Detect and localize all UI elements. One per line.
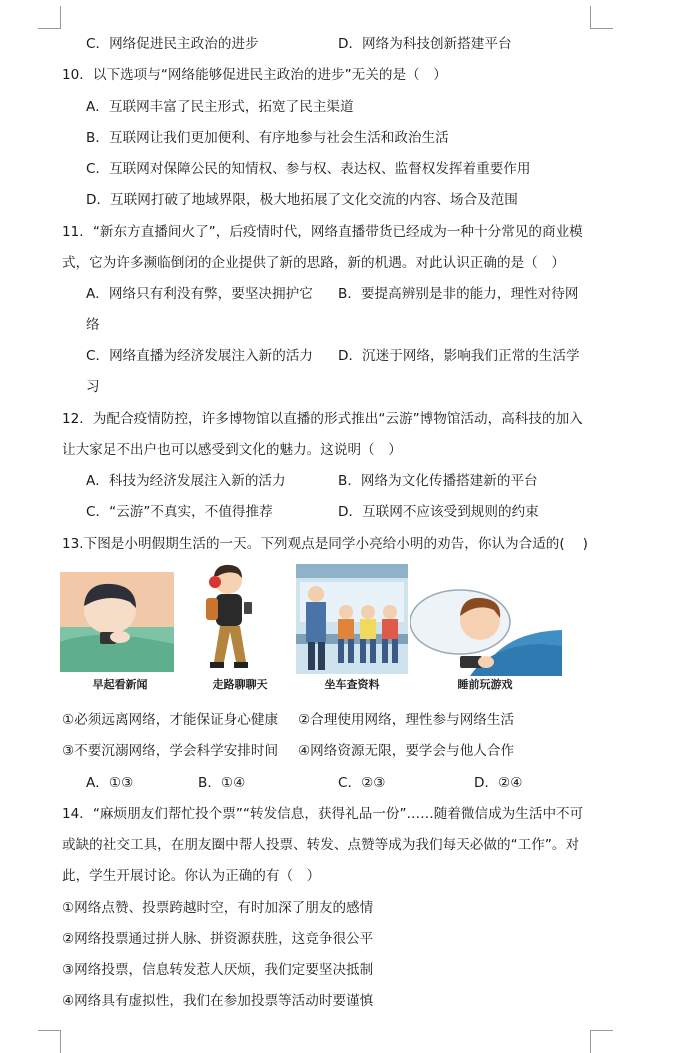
illustration-subway-research <box>296 564 408 674</box>
statement-3: ③不要沉溺网络，学会科学安排时间 <box>62 743 279 759</box>
q13-answer-b: B．①④ <box>198 775 246 791</box>
statement-1: ①必须远离网络，才能保证身心健康 <box>62 712 279 728</box>
caption-subway-research: 坐车查资料 <box>324 678 380 691</box>
question-10: 10．以下选项与“网络能够促进民主政治的进步”无关的是（ ） <box>62 67 447 83</box>
q10-option-b: B．互联网让我们更加便利、有序地参与社会生活和政治生活 <box>86 130 449 146</box>
caption-walking-chat: 走路聊聊天 <box>212 678 268 691</box>
q13-answer-a: A．①③ <box>86 775 134 791</box>
illustration-walking-chat <box>198 562 268 674</box>
q11-option-d-wrap: 习 <box>86 379 100 395</box>
q14-point-2: ②网络投票通过拼人脉、拼资源获胜，这竞争很公平 <box>62 931 374 947</box>
q11-option-c: C．网络直播为经济发展注入新的活力 <box>86 348 313 364</box>
q11-option-d: D．沉迷于网络，影响我们正常的生活学 <box>338 348 580 364</box>
q11-option-b-wrap: 络 <box>86 317 100 333</box>
question-14-line3: 此，学生开展讨论。你认为正确的有（ ） <box>62 868 321 884</box>
question-12-line1: 12．为配合疫情防控，许多博物馆以直播的形式推出“云游”博物馆活动，高科技的加入 <box>62 411 583 427</box>
question-11-line1: 11．“新东方直播间火了”，后疫情时代，网络直播带货已经成为一种十分常见的商业模 <box>62 224 583 240</box>
q9-option-c: C．网络促进民主政治的进步 <box>86 36 259 52</box>
statement-4: ④网络资源无限，要学会与他人合作 <box>298 743 515 759</box>
caption-bedtime-gaming: 睡前玩游戏 <box>457 678 513 691</box>
crop-mark-top-right <box>590 6 613 29</box>
caption-morning-news: 早起看新闻 <box>92 678 148 691</box>
q12-option-a: A．科技为经济发展注入新的活力 <box>86 473 286 489</box>
question-14-line2: 或缺的社交工具，在朋友圈中帮人投票、转发、点赞等成为我们每天必做的“工作”。对 <box>62 837 580 853</box>
illustration-bedtime-gaming <box>410 572 562 676</box>
question-13: 13.下图是小明假期生活的一天。下列观点是同学小亮给小明的劝告，你认为合适的( ) <box>62 536 588 552</box>
q14-point-3: ③网络投票，信息转发惹人厌烦，我们定要坚决抵制 <box>62 962 374 978</box>
q12-option-b: B．网络为文化传播搭建新的平台 <box>338 473 538 489</box>
q12-option-c: C．“云游”不真实，不值得推荐 <box>86 504 273 520</box>
q11-option-b: B．要提高辨别是非的能力，理性对待网 <box>338 286 579 302</box>
q13-answer-d: D．②④ <box>474 775 523 791</box>
q14-point-1: ①网络点赞、投票跨越时空，有时加深了朋友的感情 <box>62 900 374 916</box>
question-14-line1: 14．“麻烦朋友们帮忙投个票”“转发信息，获得礼品一份”……随着微信成为生活中不可 <box>62 806 584 822</box>
q14-point-4: ④网络具有虚拟性，我们在参加投票等活动时要谨慎 <box>62 993 374 1009</box>
question-12-line2: 让大家足不出户也可以感受到文化的魅力。这说明（ ） <box>62 442 402 458</box>
statement-2: ②合理使用网络，理性参与网络生活 <box>298 712 515 728</box>
q9-option-d: D．网络为科技创新搭建平台 <box>338 36 512 52</box>
crop-mark-bottom-right <box>590 1030 613 1053</box>
q11-option-a: A．网络只有利没有弊，要坚决拥护它 <box>86 286 313 302</box>
question-11-line2: 式，它为许多濒临倒闭的企业提供了新的思路，新的机遇。对此认识正确的是（ ） <box>62 255 565 271</box>
illustration-morning-news <box>60 572 174 672</box>
crop-mark-top-left <box>38 6 61 29</box>
q10-option-c: C．互联网对保障公民的知情权、参与权、表达权、监督权发挥着重要作用 <box>86 161 531 177</box>
q10-option-a: A．互联网丰富了民主形式，拓宽了民主渠道 <box>86 99 354 115</box>
q10-option-d: D．互联网打破了地域界限，极大地拓展了文化交流的内容、场合及范围 <box>86 192 518 208</box>
crop-mark-bottom-left <box>38 1030 61 1053</box>
q12-option-d: D．互联网不应该受到规则的约束 <box>338 504 539 520</box>
q13-answer-c: C．②③ <box>338 775 386 791</box>
